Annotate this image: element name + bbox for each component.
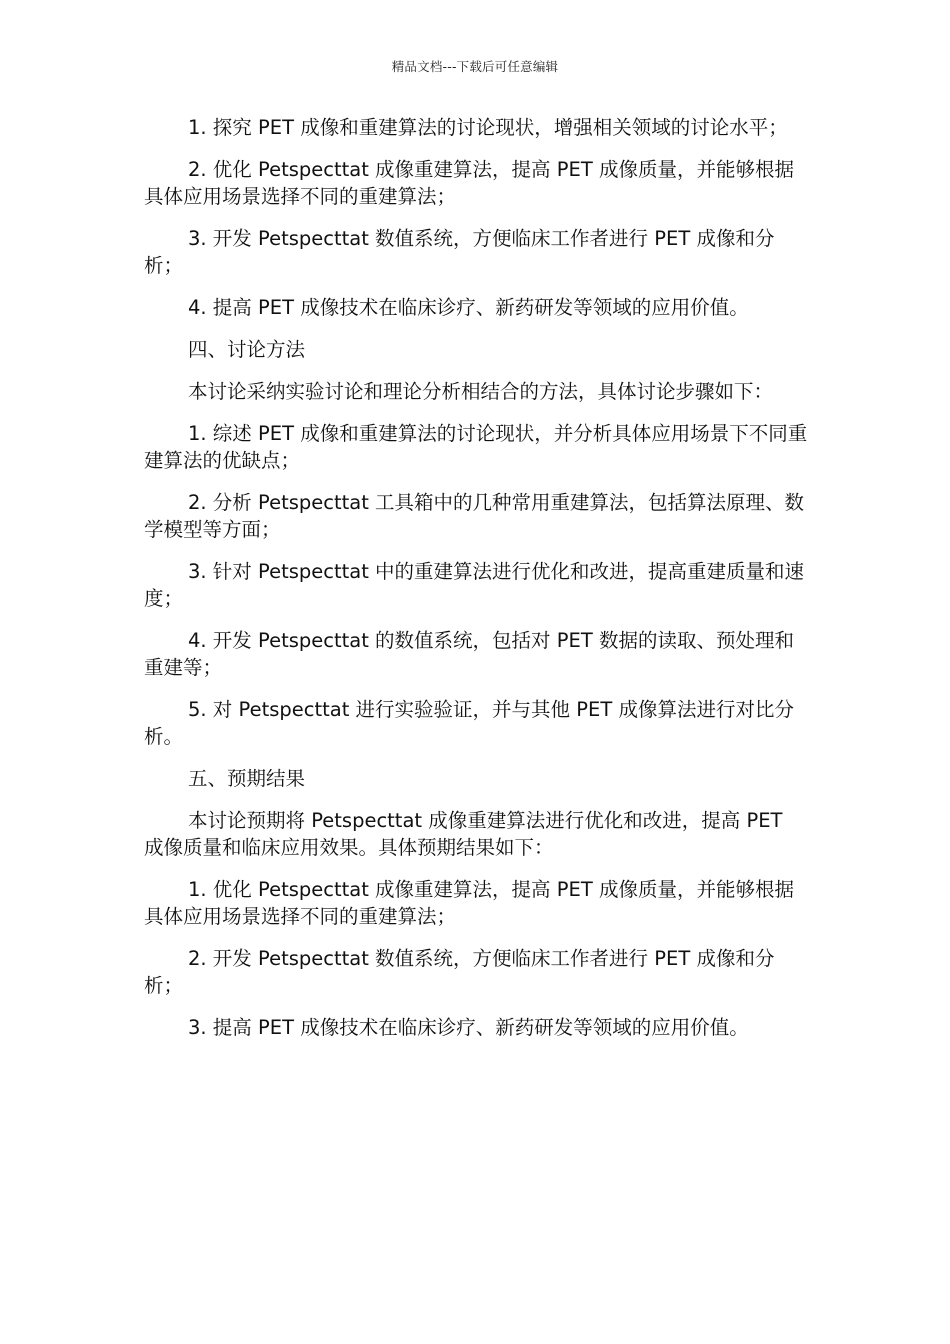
section-heading-results: 五、预期结果 (188, 767, 306, 790)
results-intro: 本讨论预期将 Petspecttat 成像重建算法进行优化和改进，提高 PET 成像质量和临床应用效果。具体预期结果如下： (144, 809, 783, 859)
document-body (144, 114, 808, 1056)
method-step-4: 4. 开发 Petspecttat 的数值系统，包括对 PET 数据的读取、预处理和重建等； (144, 629, 794, 679)
method-step-2: 2. 分析 Petspecttat 工具箱中的几种常用重建算法，包括算法原理、数学模型等方面； (144, 491, 805, 541)
goal-1: 1. 探究 PET 成像和重建算法的讨论现状，增强相关领域的讨论水平； (188, 116, 788, 139)
result-3: 3. 提高 PET 成像技术在临床诊疗、新药研发等领域的应用价值。 (188, 1016, 749, 1039)
method-step-1: 1. 综述 PET 成像和重建算法的讨论现状，并分析具体应用场景下不同重建算法的优缺点； (144, 422, 808, 472)
section-heading-methods: 四、讨论方法 (188, 338, 306, 361)
method-step-3: 3. 针对 Petspecttat 中的重建算法进行优化和改进，提高重建质量和速度； (144, 560, 805, 610)
goal-2: 2. 优化 Petspecttat 成像重建算法，提高 PET 成像质量，并能够根据具体应用场景选择不同的重建算法； (144, 158, 794, 208)
result-1: 1. 优化 Petspecttat 成像重建算法，提高 PET 成像质量，并能够根据具体应用场景选择不同的重建算法； (144, 878, 794, 928)
result-2: 2. 开发 Petspecttat 数值系统，方便临床工作者进行 PET 成像和分析； (144, 947, 775, 997)
methods-intro: 本讨论采纳实验讨论和理论分析相结合的方法，具体讨论步骤如下： (188, 380, 774, 403)
page-header: 精品文档---下载后可任意编辑 (391, 59, 559, 74)
goal-3: 3. 开发 Petspecttat 数值系统，方便临床工作者进行 PET 成像和分析； (144, 227, 775, 277)
method-step-5: 5. 对 Petspecttat 进行实验验证，并与其他 PET 成像算法进行对比分析。 (144, 698, 794, 748)
goal-4: 4. 提高 PET 成像技术在临床诊疗、新药研发等领域的应用价值。 (188, 296, 749, 319)
